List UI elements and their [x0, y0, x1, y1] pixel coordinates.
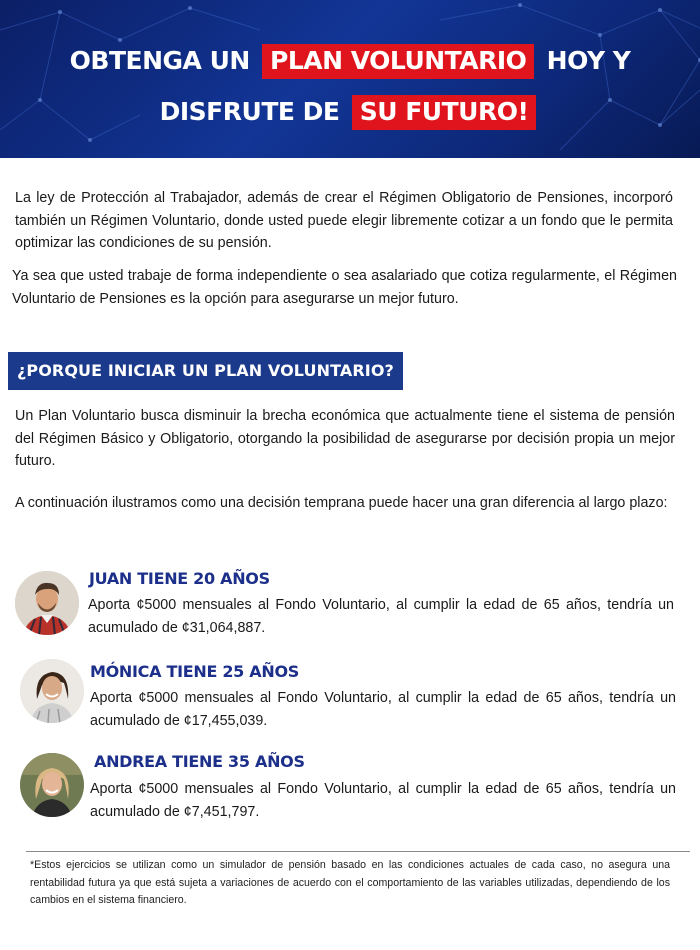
woman-portrait-icon — [20, 659, 84, 723]
person-description-monica: Aporta ¢5000 mensuales al Fondo Voluntario, al cumplir la edad de 65 años, tendría un acumulado de ¢17,455,039. — [90, 690, 676, 729]
headline-line-2 — [0, 95, 700, 130]
headline-text: HOY Y — [546, 46, 631, 75]
section-heading: ¿PORQUE INICIAR UN PLAN VOLUNTARIO? — [8, 352, 403, 390]
headline-highlight: SU FUTURO! — [352, 95, 537, 130]
person-name-juan: JUAN TIENE 20 AÑOS — [89, 569, 270, 588]
avatar-monica — [20, 659, 84, 723]
intro-paragraph-2: Ya sea que usted trabaje de forma independiente o sea asalariado que cotiza regularmente, el Régimen Voluntario de Pensiones es la opción para asegurarse un mejor futuro. — [12, 268, 677, 307]
network-background-graphic — [0, 0, 700, 158]
section-paragraph-2: A continuación ilustramos como una decisión temprana puede hacer una gran diferencia al largo plazo: — [15, 495, 668, 511]
headline-text: OBTENGA UN — [69, 46, 250, 75]
person-name-andrea: ANDREA TIENE 35 AÑOS — [94, 752, 305, 771]
header-banner — [0, 0, 700, 158]
footnote-divider — [26, 851, 690, 852]
man-portrait-icon — [15, 571, 79, 635]
person-name-monica: MÓNICA TIENE 25 AÑOS — [90, 662, 299, 681]
avatar-andrea — [20, 753, 84, 817]
headline-text: DISFRUTE DE — [159, 97, 340, 126]
person-description-juan: Aporta ¢5000 mensuales al Fondo Voluntario, al cumplir la edad de 65 años, tendría un acumulado de ¢31,064,887. — [88, 597, 674, 636]
headline-line-1 — [0, 44, 700, 79]
woman-portrait-icon — [20, 753, 84, 817]
intro-paragraph-1: La ley de Protección al Trabajador, además de crear el Régimen Obligatorio de Pensiones, incorporó también un Régimen Voluntario, donde usted puede elegir libremente cotizar a un fondo que le permita optimizar las condiciones de su pensión. — [15, 190, 673, 251]
section-paragraph-1: Un Plan Voluntario busca disminuir la brecha económica que actualmente tiene el sistema de pensión del Régimen Básico y Obligatorio, otorgando la posibilidad de asegurarse por decisión propia un mejor futuro. — [15, 408, 675, 469]
footnote-text: *Estos ejercicios se utilizan como un simulador de pensión basado en las condiciones actuales de cada caso, no asegura una rentabilidad futura ya que está sujeta a variaciones de acuerdo con el comportamiento de las variables utilizadas, dependiendo de los cambios en el sistema financiero. — [30, 859, 670, 906]
avatar-juan — [15, 571, 79, 635]
headline-highlight: PLAN VOLUNTARIO — [262, 44, 534, 79]
person-description-andrea: Aporta ¢5000 mensuales al Fondo Voluntario, al cumplir la edad de 65 años, tendría un acumulado de ¢7,451,797. — [90, 781, 676, 820]
